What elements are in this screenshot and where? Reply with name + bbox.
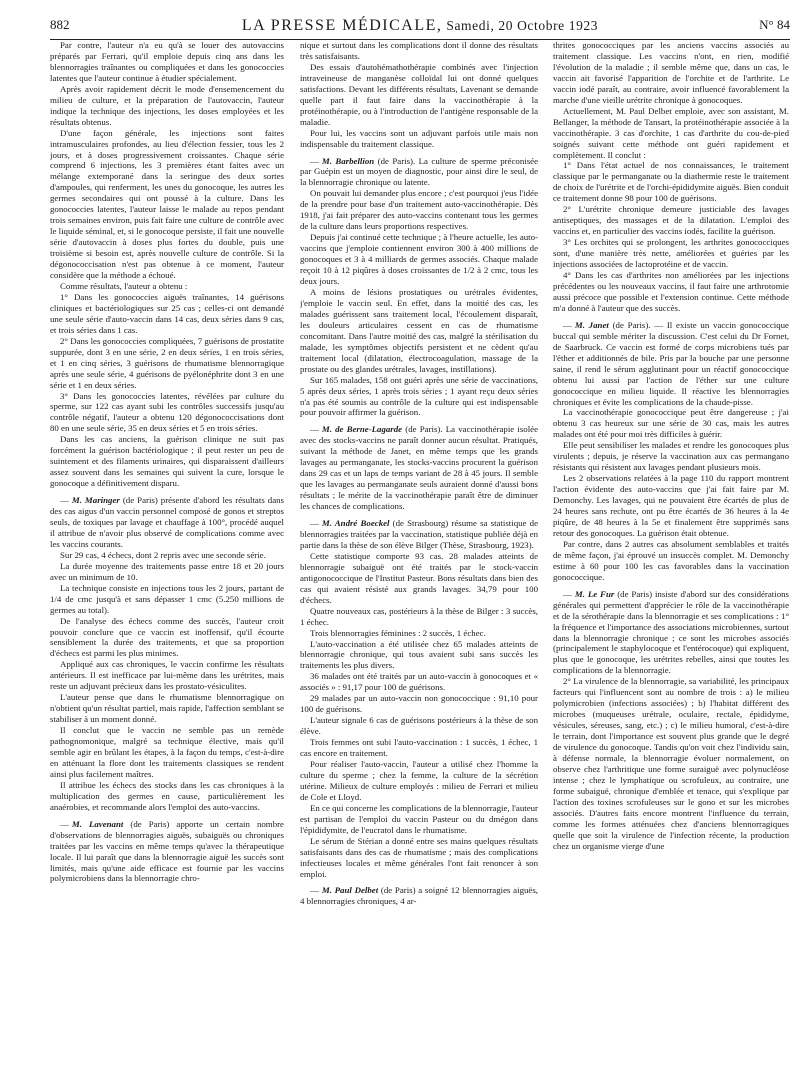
speaker-name: M. André Boeckel: [321, 518, 390, 529]
paragraph: Cette statistique comporte 93 cas. 28 malades atteints de blennorragie subaiguë ont été traités par le stock-vaccin antigonococcique de l'Institut Pasteur. Bons résultats dans bien des cas qui avaient résisté aux grands lavages. 34,79 pour 100 d'échecs.: [300, 550, 538, 605]
paragraph: Sur 165 malades, 158 ont guéri après une série de vaccinations, 5 après deux séries, 1 après trois séries ; 1 ayant reçu deux séries n'a pas été soumis au contrôle de la culture qui est indispensable pour pouvoir affirmer la guérison.: [300, 374, 538, 418]
paragraph: Actuellement, M. Paul Delbet emploie, avec son assistant, M. Bellanger, la méthode de Tansart, la protéinothérapie associée à la vaccinothérapie. 3 cas d'orchite, 1 cas d'arthrite du cou-de-pied soignés suivant cette méthode ont guéri rapidement et complètement. Il conclut :: [553, 105, 789, 160]
paragraph: Pour lui, les vaccins sont un adjuvant parfois utile mais non indispensable du traitement classique.: [300, 127, 538, 149]
paragraph: Les 2 observations relatées à la page 110 du rapport montrent l'action évidente des auto-vaccins que j'ai fait faire par M. Demonchy. Les lavages, qui ne pouvaient être écartés de plus de 24 heures sans rechute, ont pu être écartés de 36 heures à la 4e piqûre, de 48 heures à la 5e et finalement être supprimés sans retour des gonocoques. La guérison était obtenue.: [553, 473, 789, 538]
speaker-paragraph: — M. Maringer (de Paris) présente d'abord les résultats dans des cas aigus d'un vaccin personnel composé de gonos et streptos seuls, de toxiques par lavage et chauffage à 100°, procédé auquel il attribue de n'avoir plus observé de complications comme avec les vaccins courants.: [50, 495, 284, 549]
paragraph: D'une façon générale, les injections sont faites intramusculaires profondes, au lieu d'élection fessier, tous les 2 jours, et à doses progressivement croissantes. Chaque série comprend 6 injections, les 3 premières étant faites avec un mélange extemporané dans la seringue des deux sortes d'ampoules, qui renferment, les unes du gonocoque, les autres les germes secondaires qui ont poussé à la culture. Dans les gonococcies latentes, l'auteur laisse le malade au repos pendant trois semaines environ, puis fait faire une culture de contrôle avec le liquide séminal, et, si le gonocoque persiste, il fait une nouvelle série d'autovaccin à doses plus fortes du double, puis une troisième si besoin est, après nouvelle culture de contrôle. Si la dégonococcisation n'est pas obtenue à ce moment, l'auteur considère que la méthode a échoué.: [50, 127, 284, 281]
column-2: [300, 40, 538, 1078]
speaker-text: (de Paris) insiste d'abord sur des considérations générales qui permettent d'apprécier le rôle de la vaccinothérapie et de la sérothérapie dans la blennorragie et ses complications : 1° la fréquence et l'importance des associations microbiennes, surtout dans la blennorragie chronique ; ce sont les microbes associés (principalement le staphylocoque et l'entérocoque) qui expliquent, plus que le gonocoque, les urétrites rebelles, ainsi que toutes les complications de la blennorragie.: [553, 588, 789, 676]
paragraph: thrites gonococciques par les anciens vaccins associés au traitement classique. Les vaccins n'ont, en rien, modifié l'évolution de la maladie ; il semble même que, dans un cas, le vaccin ait favorisé l'apparition de l'orchite et de l'arthrite. Le vaccin iodé paraît, au contraire, avoir influencé favorablement la marche d'une vieille urétrite chronique à gonocoques.: [553, 40, 789, 105]
speaker-text: (de Paris) a soigné 12 blennorragies aiguës, 4 blennorragies chroniques, 4 ar-: [300, 885, 538, 907]
speaker-text: (de Strasbourg) résume sa statistique de blennorragies traitées par la vaccination, statistique publiée déjà en partie dans la thèse de son élève Bilger (Thèse, Strasbourg, 1923).: [300, 518, 538, 550]
paragraph: Par contre, dans 2 autres cas absolument semblables et traités de même façon, j'ai éprouvé un insuccès complet. M. Demonchy estime à 60 pour 100 les cas favorables dans la vaccination gonococcique.: [553, 538, 789, 582]
paragraph: Le sérum de Stérian a donné entre ses mains quelques résultats satisfaisants dans des cas de rhumatisme ; mais des complications infectieuses locales et même générales l'ont fait renoncer à son emploi.: [300, 835, 538, 879]
paragraph: 2° Dans les gonococcies compliquées, 7 guérisons de prostatite suppurée, dont 3 en une série, 2 en deux séries, 1 en trois séries, et 1 en cinq séries, 3 guérisons de rhumatisme blennorragique après une seule série, 4 guérisons de pyélonéphrite dont 3 en une série et 1 en deux séries.: [50, 335, 284, 390]
speaker-paragraph: — M. André Boeckel (de Strasbourg) résume sa statistique de blennorragies traitées par la vaccination, statistique publiée déjà en partie dans la thèse de son élève Bilger (Thèse, Strasbourg, 1923).: [300, 518, 538, 550]
column-3: [553, 40, 789, 1078]
speaker-name: M. Paul Delbet: [321, 885, 379, 896]
paragraph: 2° L'urétrite chronique demeure justiciable des lavages antiseptiques, des massages et de la dilatation. L'emploi des vaccins et, en particulier des vaccins iodés, facilite la guérison.: [553, 204, 789, 237]
paragraph: Il attribue les échecs des stocks dans les cas chroniques à la multiplication des germes en cause, particulièrement les anaérobies, et recommande alors l'emploi des auto-vaccins.: [50, 779, 284, 812]
speaker-paragraph: — M. Paul Delbet (de Paris) a soigné 12 blennorragies aiguës, 4 blennorragies chroniques, 4 ar-: [300, 885, 538, 907]
paragraph: La vaccinothérapie gonococcique peut être dangereuse ; j'ai obtenu 3 cas heureux sur une série de 30 cas, mais les autres malades ont été pour moi très difficiles à guérir.: [553, 407, 789, 440]
journal-name: LA PRESSE MÉDICALE,: [241, 17, 443, 34]
speaker-name: M. Janet: [574, 319, 609, 330]
paragraph: La technique consiste en injections tous les 2 jours, partant de 1/4 de cmc jusqu'à et sans dépasser 1 cmc (5.250 millions de germes au total).: [50, 582, 284, 615]
paragraph: 1° Dans l'état actuel de nos connaissances, le traitement classique par le permanganate ou la diathermie reste le traitement de choix de l'urétrite et de l'orchi-épididymite aiguës. Bien conduit ce traitement donne 98 pour 100 de guérisons.: [553, 160, 789, 204]
paragraph: 1° Dans les gonococcies aiguës traînantes, 14 guérisons cliniques et bactériologiques sur 25 cas ; celles-ci ont demandé une seule série d'auto-vaccin dans 14 cas, deux séries dans 9 cas, et trois séries dans 1 cas.: [50, 291, 284, 335]
issue-date: Samedi, 20 Octobre 1923: [446, 18, 599, 33]
paragraph: L'auteur pense que dans le rhumatisme blennorragique on n'obtient qu'un résultat partiel, mais rapide, l'affection semblant se stabiliser à un moment donné.: [50, 692, 284, 725]
paragraph: Trois femmes ont subi l'auto-vaccination : 1 succès, 1 échec, 1 cas encore en traitement.: [300, 737, 538, 759]
paragraph: Quatre nouveaux cas, postérieurs à la thèse de Bilger : 3 succès, 1 échec.: [300, 605, 538, 627]
paragraph: 4° Dans les cas d'arthrites non améliorées par les injections précédentes ou les nouveaux vaccins, il faut faire une arthrotomie aussi précoce que possible et l'extension continue. Cette méthode m'a donné à l'auteur que des succès.: [553, 270, 789, 313]
paragraph: 29 malades par un auto-vaccin non gonococcique : 91,10 pour 100 de guérisons.: [300, 693, 538, 715]
speaker-paragraph: — M. Janet (de Paris). — Il existe un vaccin gonococcique buccal qui semble mériter la discussion. C'est celui du Dr Fornet, de Saarbruck. Ce vaccin est formé de corps microbiens tués par l'éther et additionnés de bile. Pris par la bouche par une personne saine, il rend le sérum agglutinant pour un réactif gonococcique obtenu lui aussi par l'action de l'éther sur une culture gonococcique en milieu liquide. Il réactive les blennorragies chroniques et évite les complications de la chaude-pisse.: [553, 319, 789, 407]
paragraph: L'auto-vaccination a été utilisée chez 65 malades atteints de blennorragie chronique, qui tous avaient subi sans succès les traitements les plus divers.: [300, 638, 538, 671]
speaker-text: (de Paris). La culture de sperme préconisée par Guépin est un moyen de diagnostic, pour ainsi dire le seul, de la blennorragie chronique ou latente.: [300, 155, 538, 188]
paragraph: 36 malades ont été traités par un auto-vaccin à gonocoques et « associés » : 91,17 pour 100 de guérisons.: [300, 671, 538, 693]
paragraph: En ce qui concerne les complications de la blennorragie, l'auteur est partisan de l'emploi du vaccin Pasteur ou du dmégon dans l'épididymite, de l'eucratol dans le rhumatisme.: [300, 802, 538, 835]
speaker-text: (de Paris) présente d'abord les résultats dans des cas aigus d'un vaccin personnel composé de gonos et streptos seuls, de toxiques par lavage et chauffage à 100°, procédé auquel il attribue de n'avoir plus observé de complications comme avec les vaccins courants.: [50, 495, 284, 549]
paragraph: L'auteur signale 6 cas de guérisons postérieurs à la thèse de son élève.: [300, 715, 538, 737]
speaker-name: M. de Berne-Lagarde: [321, 424, 403, 435]
speaker-paragraph: — M. Le Fur (de Paris) insiste d'abord sur des considérations générales qui permettent d'apprécier le rôle de la vaccinothérapie et de la sérothérapie dans la blennorragie et ses complications : 1° la fréquence et l'importance des associations microbiennes, surtout dans la blennorragie chronique ; ce sont les microbes associés (principalement le staphylocoque et l'entérocoque) qui expliquent, plus que le gonocoque, les urétrites rebelles, ainsi que toutes les complications de la blennorragie.: [553, 588, 789, 676]
speaker-paragraph: — M. Barbellion (de Paris). La culture de sperme préconisée par Guépin est un moyen de diagnostic, pour ainsi dire le seul, de la blennorragie chronique ou latente.: [300, 155, 538, 188]
paragraph: On pouvait lui demander plus encore ; c'est pourquoi j'eus l'idée de la prendre pour base d'un traitement auto-vaccinothérapie. Dès 1918, j'ai fait préparer des auto-vaccins contenant tous les germes de la culture dans leurs proportions respectives.: [300, 188, 538, 232]
paragraph: De l'analyse des échecs comme des succès, l'auteur croit pouvoir conclure que ce vaccin est inoffensif, qu'il écourte sensiblement la durée des traitements, et que sa proportion d'échecs est parmi les plus minimes.: [50, 615, 284, 659]
paragraph: Des essais d'autohémathothérapie combinés avec l'injection intraveineuse de manganèse colloïdal lui ont donné quelques satisfactions. Devant les différents résultats, Lavenant se demande quelle part il faut faire dans la vaccinothérapie à la protéinothérapie, ou à l'introduction de l'antigène responsable de la maladie.: [300, 61, 538, 127]
paragraph: Elle peut sensibiliser les malades et rendre les gonocoques plus virulents ; depuis, je réserve la vaccination aux cas permangano résistants qui résistent aux lavages pendant plusieurs mois.: [553, 440, 789, 473]
column-1: [50, 40, 284, 1078]
journal-title: [50, 17, 790, 35]
paragraph: Comme résultats, l'auteur a obtenu :: [60, 280, 188, 291]
paragraph: Trois blennorragies féminines : 2 succès, 1 échec.: [310, 627, 486, 638]
paragraph: 3° Dans les gonococcies latentes, révélées par culture du sperme, sur 122 cas ayant subi les contrôles successifs jusqu'au contrôle négatif, l'auteur a obtenu 120 dégonococcisations dont 80 en une seule série, 35 en deux séries et 5 en trois séries.: [50, 390, 284, 434]
paragraph: Pour réaliser l'auto-vaccin, l'auteur a utilisé chez l'homme la culture du sperme ; chez la femme, la culture de la sécrétion utérine. Milieux de culture employés : milieu de Ferrari et milieu de Cole et Lloyd.: [300, 759, 538, 802]
paragraph: Après avoir rapidement décrit le mode d'ensemencement du milieu de culture, et la préparation de l'autovaccin, l'auteur indique la technique des injections, les doses employées et les résultats obtenus.: [50, 83, 284, 127]
paragraph: Sur 29 cas, 4 échecs, dont 2 repris avec une seconde série.: [60, 549, 266, 560]
paragraph: Appliqué aux cas chroniques, le vaccin confirme les résultats antérieurs. Il est inefficace par lui-même dans les urétrites, mais reste un adjuvant précieux dans les prostato-vésiculites.: [50, 659, 284, 692]
issue-number: N° 84: [759, 17, 790, 32]
paragraph: La durée moyenne des traitements passe entre 18 et 20 jours avec un minimum de 10.: [50, 560, 284, 582]
speaker-name: M. Le Fur: [574, 588, 615, 599]
paragraph: nique et surtout dans les complications dont il donne des résultats très satisfaisants.: [300, 40, 538, 61]
paragraph: 3° Les orchites qui se prolongent, les arthrites gonococciques sont, d'une manière très nette, améliorées et guéries par les injections associées de lactoprotéine et de vaccin.: [553, 237, 789, 270]
speaker-paragraph: — M. Lavenant (de Paris) apporte un certain nombre d'observations de blennorragies aiguës, subaiguës ou chroniques traitées par les vaccins en même temps qu'avec la thérapeutique locale. Il lui paraît que dans la blennorragie aiguë les succès sont limités, mais qu'une aide efficace est fournie par les vaccins polymicrobiens dans la blennorragie chro-: [50, 818, 284, 884]
page-number: 882: [50, 17, 70, 32]
speaker-name: M. Barbellion: [321, 155, 375, 166]
paragraph: Par contre, l'auteur n'a eu qu'à se louer des autovaccins préparés par Ferrari, qu'il emploie depuis cinq ans dans les blennorragies traînantes ou compliquées et dans les gonococcies latentes que l'auteur continue à étudier spécialement.: [50, 40, 284, 83]
paragraph: 2° La virulence de la blennorragie, sa variabilité, les principaux facteurs qui l'influencent sont au nombre de trois : a) le milieu polymicrobien (infections associées) ; b) l'habitat différent des microbes (muqueuses urétrale, oculaire, rectale, épididyme, vésicules, séreuses, sang, etc.) ; c) le milieu humoral, c'est-à-dire le terrain, dont l'importance est souvent plus grande que le degré de virulence du gonocoque. Tandis qu'on voit chez l'individu sain, à défense normale, la blennorragie évoluer normalement, on observe chez l'arthritique une forme suraiguë avec polynucléose intense ; chez le lymphatique ou scrofuleux, au contraire, une forme subaiguë, chronique d'emblée et tenace, qui s'explique par l'action des toxines scrofuleuses sur le gono et sur les microbes associés. D'autres faits encore montrent l'influence du terrain, comme les formes atténuées chez d'anciens blennorragiques quelle que soit la virulence de l'infection récente, la production chez un organisme vierge d'une: [553, 676, 789, 851]
paragraph: Dans les cas anciens, la guérison clinique ne suit pas forcément la guérison bactériologique ; il peut rester un peu de suintement et des filaments urinaires, qui disparaissent d'ailleurs assez souvent dans les semaines qui suivent la cure, lorsque le gonocoque a définitivement disparu.: [50, 434, 284, 489]
speaker-paragraph: — M. de Berne-Lagarde (de Paris). La vaccinothérapie isolée avec des stocks-vaccins ne paraît donner aucun résultat. Pratiqués, suivant la méthode de Janet, en même temps que les grands lavages au permanganate, les stocks-vaccins procurent la guérison dans 29 cas et un laps de temps variant de 28 à 45 jours. Il semble que les lavages au permanganate seuls auraient donné d'aussi bons résultats ; le mérite de la vaccinothérapie paraît être de diminuer les chances de complications.: [300, 424, 538, 512]
speaker-text: (de Paris). La vaccinothérapie isolée avec des stocks-vaccins ne paraît donner aucun résultat. Pratiqués, suivant la méthode de Janet, en même temps que les grands lavages au permanganate, les stocks-vaccins procurent la guérison dans 29 cas et un laps de temps variant de 28 à 45 jours. Il semble que les lavages au permanganate seuls auraient donné d'aussi bons résultats ; le mérite de la vaccinothérapie paraît être de diminuer les chances de complications.: [300, 424, 538, 512]
speaker-name: M. Maringer: [71, 495, 120, 506]
paragraph: Depuis j'ai continué cette technique ; à l'heure actuelle, les auto-vaccins que j'emploie contiennent environ 300 à 400 millions de gonocoques et 3 à 4 milliards de germes associés. Chaque malade reçoit 10 à 12 piqûres à doses croissantes de 1/2 à 2 cmc, tous les deux jours.: [300, 232, 538, 287]
running-header: [50, 17, 790, 40]
speaker-text: (de Paris) apporte un certain nombre d'observations de blennorragies aiguës, subaiguës ou chroniques traitées par les vaccins en même temps qu'avec la thérapeutique locale. Il lui paraît que dans la blennorragie aiguë les succès sont limités, mais qu'une aide efficace est fournie par les vaccins polymicrobiens dans la blennorragie chro-: [50, 818, 284, 884]
paragraph: A moins de lésions prostatiques ou urétrales évidentes, j'emploie le vaccin seul. En effet, dans la moitié des cas, les malades guérissent sans traitement local, l'écoulement disparaît, les douleurs articulaires cessent en cas de rhumatisme concomitant. Dans l'autre moitié des cas, malgré la stérilisation du malade, les symptômes objectifs persistent et ne cèdent qu'au traitement local (dilatation, électrocoagulation, massage de la prostate ou des glandes urétrales, lavages, instillations).: [300, 286, 538, 374]
speaker-name: M. Lavenant: [71, 818, 124, 829]
paragraph: Il conclut que le vaccin ne semble pas un remède pathognomonique, malgré sa technique élective, mais qu'il semble agir en brûlant les étapes, à la façon du temps, c'est-à-dire en atténuant la flore dont les traitements classiques se rendent ainsi plus facilement maîtres.: [50, 725, 284, 779]
speaker-text: (de Paris). — Il existe un vaccin gonococcique buccal qui semble mériter la discussion. C'est celui du Dr Fornet, de Saarbruck. Ce vaccin est formé de corps microbiens tués par l'éther et additionnés de bile. Pris par la bouche par une personne saine, il rend le sérum agglutinant pour un réactif gonococcique obtenu lui aussi par l'action de l'éther sur une culture gonococcique en milieu liquide. Il réactive les blennorragies chroniques et évite les complications de la chaude-pisse.: [553, 319, 789, 407]
